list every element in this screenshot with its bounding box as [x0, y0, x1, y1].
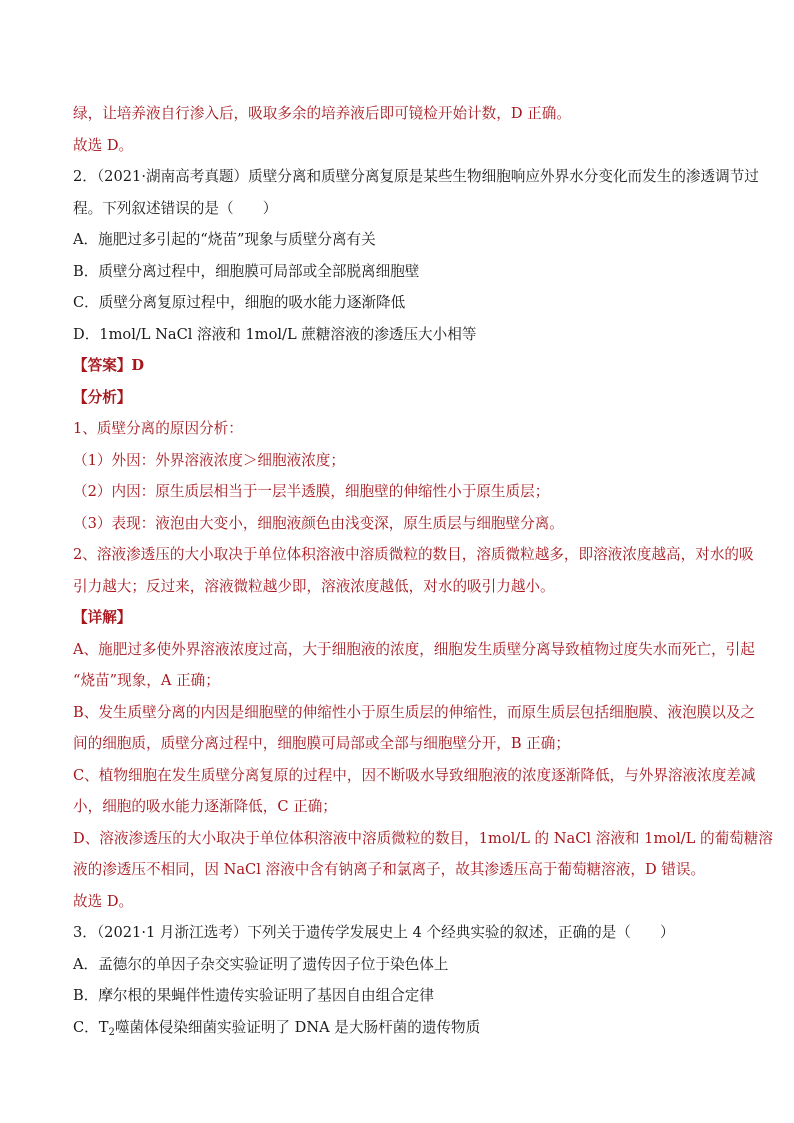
q2-stem-line-1: 2．（2021·湖南高考真题）质壁分离和质壁分离复原是某些生物细胞响应外界水分变化而发生的渗透调节过 — [73, 168, 759, 185]
q2-detail-line-2: “烧苗”现象，A 正确； — [73, 672, 220, 689]
q3-stem-line-1: 3．（2021·1 月浙江选考）下列关于遗传学发展史上 4 个经典实验的叙述，正确的是（ ） — [73, 924, 675, 941]
q2-detail-line-3: B、发生质壁分离的内因是细胞壁的伸缩性小于原生质层的伸缩性，而原生质层包括细胞膜、液泡膜以及之 — [73, 703, 756, 721]
q3-option-b: B．摩尔根的果蝇伴性遗传实验证明了基因自由组合定律 — [73, 987, 434, 1004]
q2-option-c: C．质壁分离复原过程中，细胞的吸水能力逐渐降低 — [73, 294, 406, 311]
q3-option-c-prefix: C．T — [73, 1018, 109, 1036]
q2-option-a: A．施肥过多引起的“烧苗”现象与质壁分离有关 — [73, 231, 376, 248]
q2-detail-heading: 【详解】 — [73, 609, 132, 626]
q2-choice: 故选 D。 — [73, 892, 134, 910]
q2-analysis-heading: 【分析】 — [73, 388, 132, 406]
prev-explanation-line: 绿，让培养液自行渗入后，吸取多余的培养液后即可镜检开始计数，D 正确。 — [73, 105, 571, 122]
q2-analysis-line-4: （3）表现：液泡由大变小，细胞液颜色由浅变深，原生质层与细胞壁分离。 — [73, 514, 564, 532]
q2-option-d: D．1mol/L NaCl 溶液和 1mol/L 蔗糖溶液的渗透压大小相等 — [73, 325, 477, 343]
q3-option-c — [73, 1012, 733, 1044]
q2-detail-line-4: 间的细胞质，质壁分离过程中，细胞膜可局部或全部与细胞壁分开，B 正确； — [73, 735, 570, 752]
q2-analysis-line-5: 2、溶液渗透压的大小取决于单位体积溶液中溶质微粒的数目，溶质微粒越多，即溶液浓度越高，对水的吸 — [73, 546, 754, 563]
prev-choice: 故选 D。 — [73, 136, 134, 154]
q3-option-a: A．孟德尔的单因子杂交实验证明了遗传因子位于染色体上 — [73, 955, 449, 973]
q2-option-b: B．质壁分离过程中，细胞膜可局部或全部脱离细胞壁 — [73, 262, 420, 280]
q2-analysis-line-1: 1、质壁分离的原因分析： — [73, 420, 243, 437]
q2-detail-line-8: 液的渗透压不相同，因 NaCl 溶液中含有钠离子和氯离子，故其渗透压高于葡萄糖溶液，D 错误。 — [73, 861, 706, 878]
q2-analysis-line-6: 引力越大；反过来，溶液微粒越少即，溶液浓度越低，对水的吸引力越小。 — [73, 577, 555, 595]
q2-detail-line-6: 小，细胞的吸水能力逐渐降低，C 正确； — [73, 798, 337, 815]
document-page — [73, 98, 773, 1043]
q2-detail-line-5: C、植物细胞在发生质壁分离复原的过程中，因不断吸水导致细胞液的浓度逐渐降低，与外界溶液浓度差减 — [73, 766, 756, 784]
q2-stem-line-2: 程。下列叙述错误的是（ ） — [73, 199, 278, 217]
q2-answer: 【答案】D — [73, 357, 145, 374]
q3-option-c-rest: 噬菌体侵染细菌实验证明了 DNA 是大肠杆菌的遗传物质 — [114, 1018, 481, 1036]
q3-option-c-subscript: 2 — [108, 1026, 115, 1038]
q2-analysis-line-2: （1）外因：外界溶液浓度＞细胞液浓度； — [73, 451, 345, 469]
q2-detail-line-1: A、施肥过多使外界溶液浓度过高，大于细胞液的浓度，细胞发生质壁分离导致植物过度失水而死亡，引起 — [73, 640, 755, 658]
q2-analysis-line-3: （2）内因：原生质层相当于一层半透膜，细胞壁的伸缩性小于原生质层； — [73, 483, 550, 500]
q2-detail-line-7: D、溶液渗透压的大小取决于单位体积溶液中溶质微粒的数目，1mol/L 的 NaCl 溶液和 1mol/L 的葡萄糖溶 — [73, 829, 773, 847]
